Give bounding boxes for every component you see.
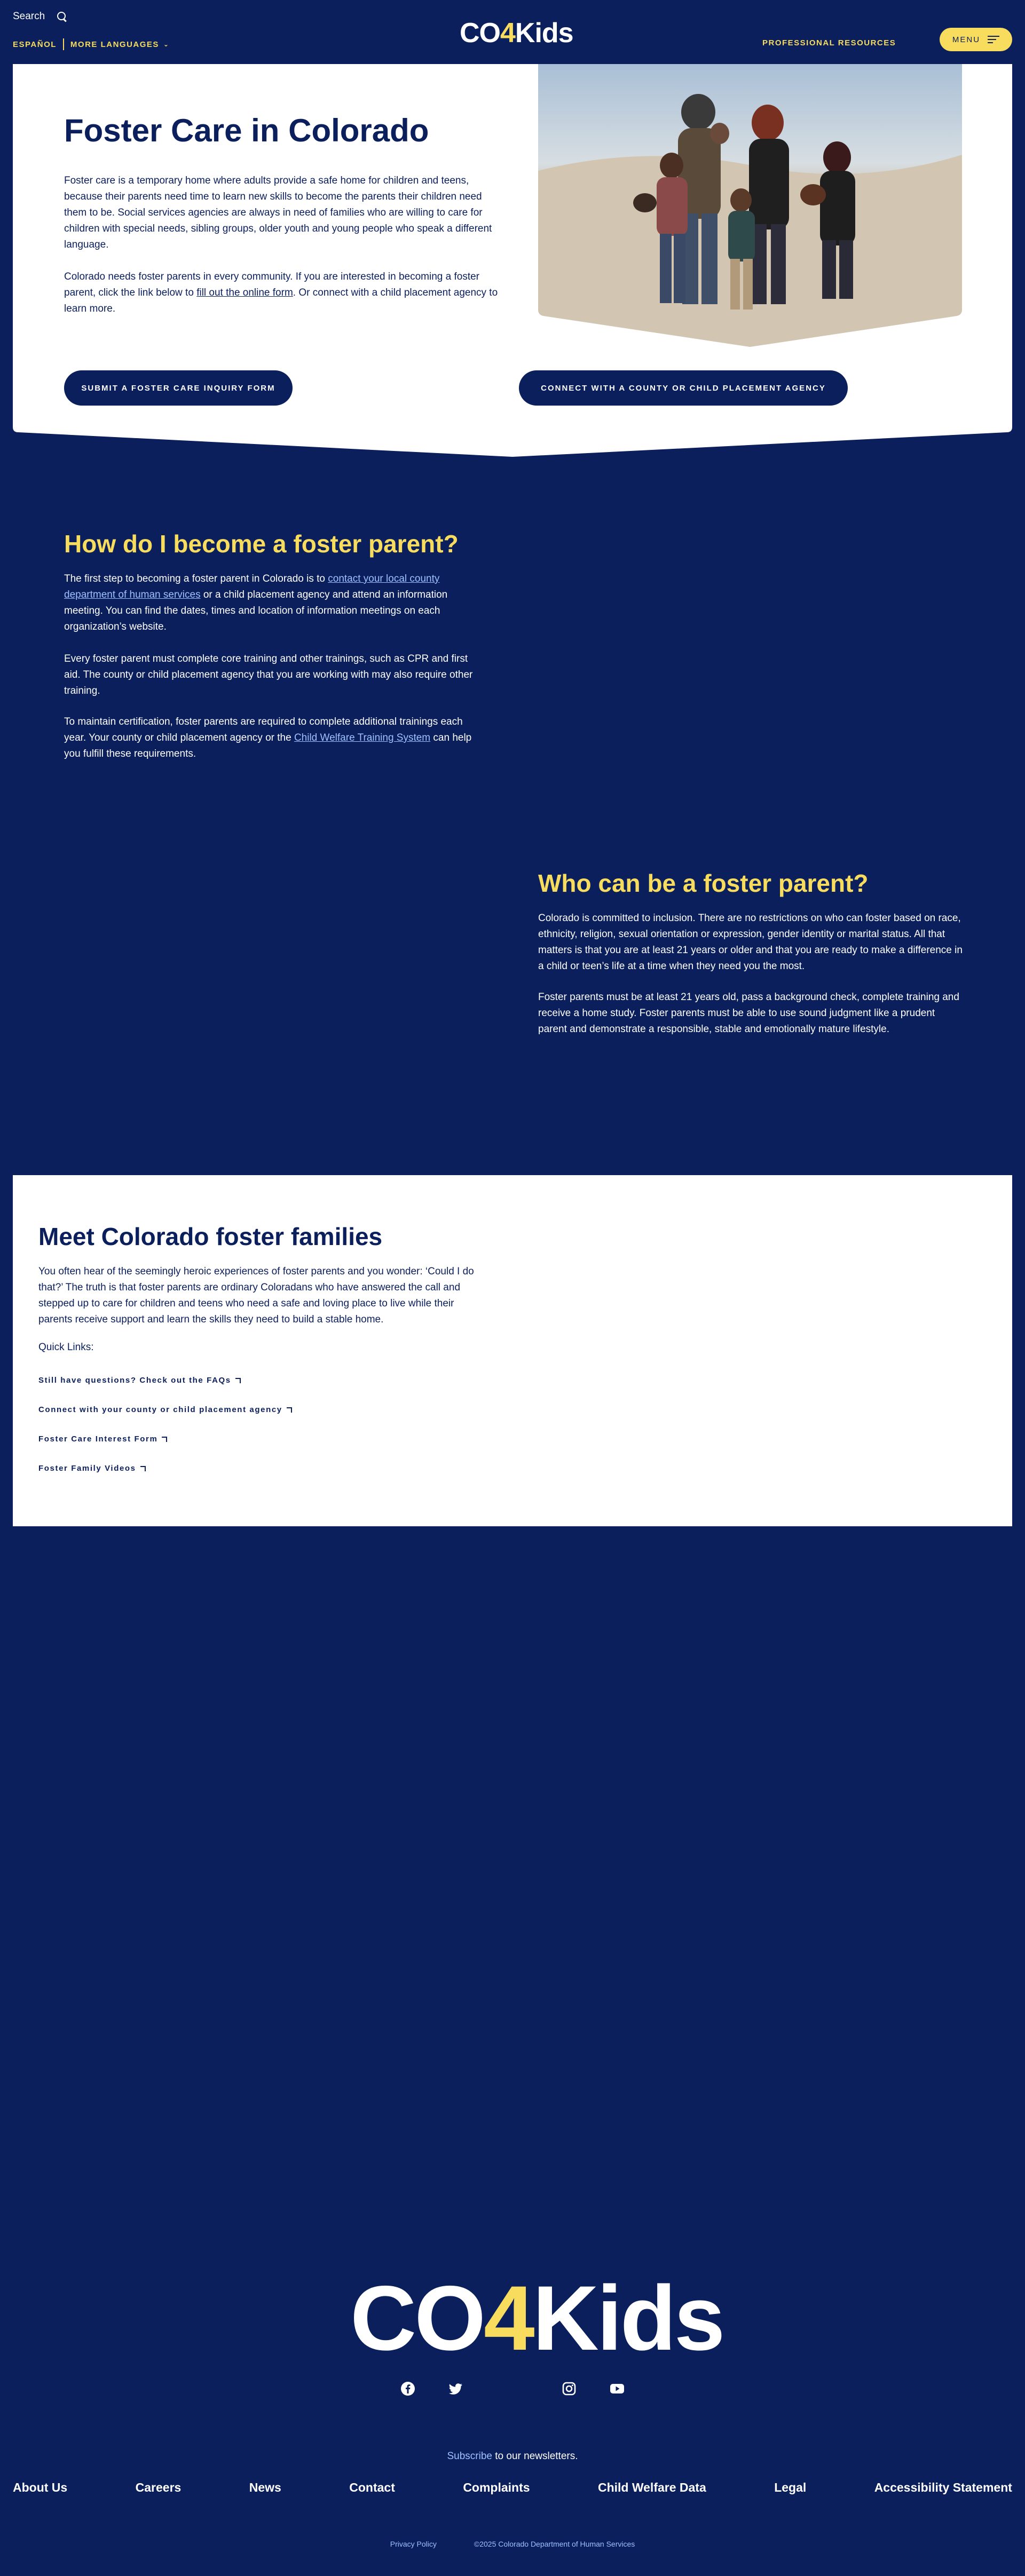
hero-cta-paragraph — [64, 269, 501, 317]
hero-intro-paragraph: Foster care is a temporary home where adults provide a safe home for children and teens, because their parents need time to learn new skills to become the parents their children need them to be. Social services agencies are always in need of families who are willing to care for children with special needs, sibling groups, older youth and young people who speak a different language. — [64, 175, 492, 250]
become-foster-parent-heading: How do I become a foster parent? — [64, 530, 459, 558]
requirements-paragraph: Foster parents must be at least 21 years old, pass a background check, complete training and receive a home study. Foster parents must be able to use sound judgment like a prudent parent and demonstrate a responsible, stable and emotionally mature lifestyle. — [538, 992, 959, 1035]
quick-links-label: Quick Links: — [38, 1342, 94, 1353]
hero-section — [13, 64, 1012, 457]
footer-link-contact[interactable]: Contact — [349, 2480, 395, 2494]
foster-family-photo — [538, 64, 962, 347]
connect-county-link[interactable] — [38, 1405, 292, 1414]
family-videos-link-label: Foster Family Videos — [38, 1464, 136, 1473]
arrow-up-right-icon — [235, 1378, 241, 1383]
hero-cta-text-after: . Or connect with a child placement agency to learn more. — [64, 287, 498, 314]
become-step-paragraph — [64, 571, 480, 635]
footer-link-legal[interactable]: Legal — [774, 2480, 807, 2494]
training-system-link[interactable]: Child Welfare Training System — [294, 732, 431, 743]
youtube-icon[interactable] — [610, 2381, 625, 2396]
legal-bar — [0, 2540, 1025, 2548]
subscribe-text: to our newsletters. — [492, 2451, 578, 2462]
hero-cta-text-before: Colorado needs foster parents in every community. If you are interested in becoming a foster parent, click the link below to — [64, 271, 479, 298]
footer-logo[interactable] — [350, 2267, 723, 2369]
language-divider — [63, 38, 64, 50]
footer-logo-suffix: Kids — [532, 2267, 723, 2369]
subscribe-link[interactable]: Subscribe — [447, 2451, 492, 2462]
footer-link-news[interactable]: News — [249, 2480, 281, 2494]
arrow-up-right-icon — [140, 1466, 146, 1471]
meet-families-heading: Meet Colorado foster families — [38, 1223, 383, 1250]
copyright-text: ©2025 Colorado Department of Human Services — [474, 2540, 635, 2548]
certification-text-before: To maintain certification, foster parents are required to complete additional trainings each year. Your county or child placement agency or the — [64, 716, 463, 743]
connect-agency-button[interactable]: CONNECT WITH A COUNTY OR CHILD PLACEMENT AGENCY — [519, 370, 848, 406]
footer-link-accessibility[interactable]: Accessibility Statement — [874, 2480, 1012, 2494]
family-videos-link[interactable] — [38, 1464, 146, 1473]
page-title: Foster Care in Colorado — [64, 113, 429, 148]
footer-link-careers[interactable]: Careers — [135, 2480, 182, 2494]
more-languages-link[interactable]: MORE LANGUAGES — [70, 39, 159, 49]
training-paragraph: Every foster parent must complete core training and other trainings, such as CPR and first aid. The county or child placement agency that you are working with may also require other training. — [64, 653, 473, 696]
become-step-text-before: The first step to becoming a foster parent in Colorado is to — [64, 573, 328, 584]
become-step-text-after: or a child placement agency and attend an information meeting. You can find the dates, times and location of information meetings on each organization’s website. — [64, 589, 448, 632]
who-can-foster-heading: Who can be a foster parent? — [538, 869, 869, 897]
footer-logo-number: 4 — [484, 2267, 533, 2369]
arrow-up-right-icon — [287, 1407, 292, 1413]
chevron-down-icon[interactable]: ⌄ — [163, 41, 170, 48]
site-logo[interactable] — [460, 19, 573, 47]
footer-link-about[interactable]: About Us — [13, 2480, 68, 2494]
interest-form-link[interactable] — [38, 1434, 167, 1444]
certification-paragraph — [64, 714, 480, 762]
logo-prefix: CO — [460, 18, 500, 49]
online-form-link[interactable]: fill out the online form — [196, 287, 293, 298]
hamburger-icon — [988, 36, 999, 43]
faq-link-label: Still have questions? Check out the FAQs — [38, 1376, 231, 1385]
instagram-icon[interactable] — [562, 2381, 577, 2396]
foster-care-inquiry-button[interactable]: SUBMIT A FOSTER CARE INQUIRY FORM — [64, 370, 293, 406]
menu-button[interactable] — [940, 28, 1012, 51]
facebook-icon[interactable] — [400, 2381, 415, 2396]
connect-county-link-label: Connect with your county or child placement agency — [38, 1405, 282, 1414]
county-department-link[interactable]: contact your local county department of human services — [64, 573, 440, 600]
site-header — [0, 0, 1025, 64]
newsletter-subscribe — [0, 2451, 1025, 2462]
footer-logo-prefix: CO — [350, 2267, 484, 2369]
language-espanol-link[interactable]: ESPAÑOL — [13, 39, 57, 49]
privacy-policy-link[interactable]: Privacy Policy — [390, 2540, 437, 2548]
interest-form-link-label: Foster Care Interest Form — [38, 1434, 158, 1444]
faq-link[interactable] — [38, 1376, 241, 1385]
logo-number: 4 — [500, 18, 515, 49]
footer-nav — [13, 2480, 1012, 2495]
twitter-icon[interactable] — [448, 2381, 463, 2396]
search-trigger[interactable] — [13, 11, 67, 22]
footer-link-child-welfare-data[interactable]: Child Welfare Data — [597, 2480, 706, 2494]
search-icon[interactable] — [57, 11, 67, 22]
logo-suffix: Kids — [515, 18, 573, 49]
meet-families-paragraph: You often hear of the seemingly heroic experiences of foster parents and you wonder: ‘Could I do that?’ The truth is that foster parents are ordinary Coloradans who have answered the call and stepped up to care for children and teens who need a safe and loving place to live while their parents receive support and learn the skills they need to build a stable home. — [38, 1266, 474, 1325]
search-label: Search — [13, 11, 45, 22]
footer-link-complaints[interactable]: Complaints — [463, 2480, 530, 2494]
certification-text-after: can help you fulfill these requirements. — [64, 732, 472, 759]
menu-label: MENU — [952, 35, 981, 44]
inclusion-paragraph: Colorado is committed to inclusion. There are no restrictions on who can foster based on race, ethnicity, religion, sexual orientation or expression, gender identity or marital status. All that matters is that you are at least 21 years or older and that you are ready to make a difference in a child or teen’s life at a time when they need you the most. — [538, 913, 963, 972]
arrow-up-right-icon — [162, 1437, 167, 1442]
meet-families-section — [13, 1175, 1012, 1526]
language-selector — [13, 38, 169, 50]
professional-resources-link[interactable]: PROFESSIONAL RESOURCES — [762, 38, 896, 47]
